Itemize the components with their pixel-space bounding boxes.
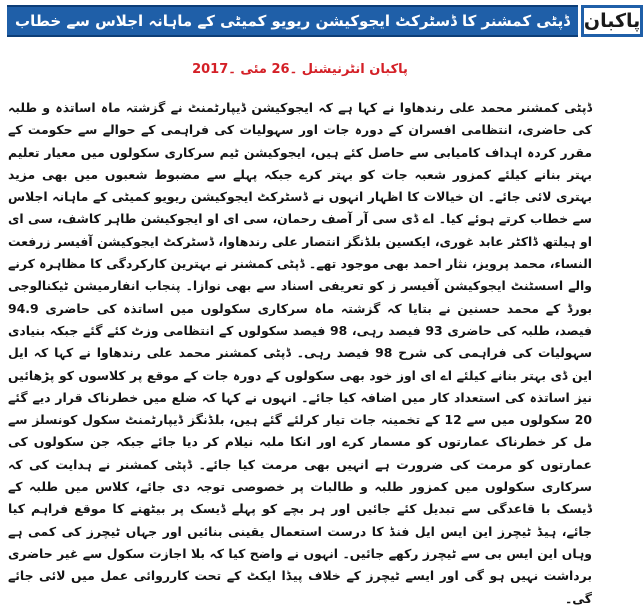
dateline: پاکبان انٹرنیشنل ۔26 مئی ۔2017 — [192, 62, 408, 77]
article-paragraph: ڈپٹی کمشنر محمد علی رندھاوا نے کہا ہے کہ ایجوکیشن ڈیپارٹمنٹ نے گزشتہ ماہ اساتذہ و طلبہ کی حاضری، انتظامی افسران کے دورہ جات اور سہولیات کی فراہمی کے حوالے سے حکومت کے مقرر کردہ اہداف کامیابی سے حاصل کئے ہیں، ایجوکیشن ٹیم سرکاری سکولوں میں معیار تعلیم بہتر بنانے کیلئے کمزور شعبہ جات کو بہتر کرے جبکہ پہلے سے مضبوط شعبوں میں بھی مزید بہتری لائی جائے۔ ان خیالات کا اظہار انہوں نے ڈسٹرکٹ ایجوکیشن ریویو کمیٹی کے ماہانہ اجلاس سے خطاب کرتے ہوئے کیا۔ اے ڈی سی آر آصف رحمان، سی ای او ایجوکیشن طاہر کاشف، سی ای او ہیلتھ ڈاکٹر عابد غوری، ایکسین بلڈنگز انتصار علی رندھاوا، ڈسٹرکٹ ایجوکیشن آفیسر زرفعت النساء، محمد پرویز، نثار احمد بھی موجود تھے۔ ڈپٹی کمشنر نے بہترین کارکردگی کا مظاہرہ کرنے والے اسسٹنٹ ایجوکیشن آفیسر ز کو تعریفی اسناد سے بھی نوازا۔ پنجاب انفارمیشن ٹیکنالوجی بورڈ کے محمد حسنین نے بتایا کہ گزشتہ ماہ سرکاری سکولوں میں اساتذہ کی حاضری 94.9 فیصد، طلبہ کی حاضری 93 فیصد رہی، 98 فیصد سکولوں کے انتظامی وزٹ کئے گئے جبکہ بنیادی سہولیات کی فراہمی کی شرح 98 فیصد رہی۔ ڈپٹی کمشنر محمد علی رندھاوا نے کہا کہ ایل این ڈی بہتر بنانے کیلئے اے ای اوز خود بھی سکولوں کے دورہ جات کے موقع پر کلاسوں کو پڑھائیں نیز اساتذہ کی استعداد کار میں اضافہ کیا جائے۔ انہوں نے کہا کہ ضلع میں خطرناک قرار دیے گئے 20 سکولوں میں سے 12 کے تخمینہ جات تیار کرلئے گئے ہیں، بلڈنگز ڈیپارٹمنٹ سکول کونسلز سے مل کر خطرناک عمارتوں کو مسمار کرے اور انکا ملبہ نیلام کر دیا جائے جبکہ جن سکولوں کی عمارتوں کو مرمت کی ضرورت ہے انہیں بھی مرمت کیا جائے۔ ڈپٹی کمشنر نے ہدایت کی کہ سرکاری سکولوں میں کمزور طلبہ و طالبات پر خصوصی توجہ دی جائے، کلاس میں طلبہ کے ڈیسک با قاعدگی سے تبدیل کئے جائیں اور ہر بچے کو پہلے ڈیسک پر بیٹھنے کا موقع فراہم کیا جائے، ہیڈ ٹیچرز این ایس ایل فنڈ کا درست استعمال یقینی بنائیں اور جہاں ٹیچرز کی کمی ہے وہاں این ایس بی سے ٹیچرز رکھے جائیں۔ انہوں نے واضح کیا کہ بلا اجازت سکول سے غیر حاضری برداشت نہیں ہو گی اور ایسے ٹیچرز کے خلاف پیڈا ایکٹ کے تحت کارروائی عمل میں لائی جائے گی۔ — [8, 100, 593, 606]
article-body — [8, 97, 593, 606]
headline-bar — [7, 5, 578, 37]
news-header — [7, 5, 641, 37]
headline: ڈپٹی کمشنر کا ڈسٹرکٹ ایجوکیشن ریویو کمیٹی کے ماہانہ اجلاس سے خطاب — [15, 12, 570, 30]
brand-logo-text: پاکبان — [583, 10, 641, 32]
brand-logo — [581, 5, 643, 37]
